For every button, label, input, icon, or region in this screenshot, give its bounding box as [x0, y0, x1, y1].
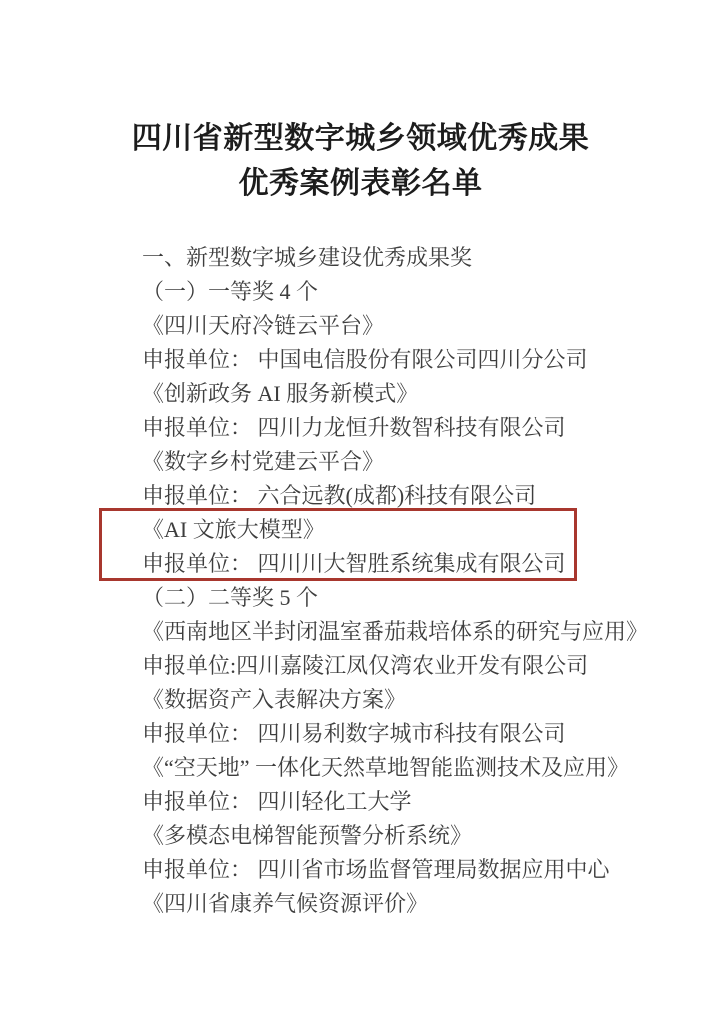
award-title-line-highlighted: 《AI 文旅大模型》 — [142, 517, 325, 542]
award-title-line: 《多模态电梯智能预警分析系统》 — [142, 823, 473, 848]
document-title-line1: 四川省新型数字城乡领域优秀成果 — [131, 122, 590, 155]
document-title-line2: 优秀案例表彰名单 — [238, 167, 483, 200]
applicant-unit-line: 申报单位： 四川省市场监督管理局数据应用中心 — [142, 857, 610, 882]
award-title-line: 《四川省康养气候资源评价》 — [142, 891, 429, 916]
applicant-unit-line: 申报单位:四川嘉陵江凤仅湾农业开发有限公司 — [142, 653, 589, 678]
award-title-line: 《数字乡村党建云平合》 — [142, 449, 385, 474]
applicant-unit-line: 申报单位： 四川力龙恒升数智科技有限公司 — [142, 415, 566, 440]
section-heading: 一、新型数字城乡建设优秀成果奖 — [142, 245, 473, 270]
subsection-heading-second-prize: （二）二等奖 5 个 — [142, 585, 319, 610]
award-title-line: 《创新政务 AI 服务新模式》 — [142, 381, 419, 406]
award-title-line: 《四川天府冷链云平台》 — [142, 313, 385, 338]
document-title — [0, 116, 721, 206]
applicant-unit-line: 申报单位： 六合远教(成都)科技有限公司 — [142, 483, 537, 508]
applicant-unit-line-highlighted: 申报单位： 四川川大智胜系统集成有限公司 — [142, 551, 566, 576]
award-title-line: 《西南地区半封闭温室番茄栽培体系的研究与应用》 — [142, 619, 649, 644]
award-title-line: 《“空天地” 一体化天然草地智能监测技术及应用》 — [142, 755, 630, 780]
applicant-unit-line: 申报单位： 四川轻化工大学 — [142, 789, 412, 814]
applicant-unit-line: 申报单位： 四川易利数字城市科技有限公司 — [142, 721, 566, 746]
document-body — [142, 241, 702, 921]
subsection-heading-first-prize: （一）一等奖 4 个 — [142, 279, 319, 304]
applicant-unit-line: 申报单位： 中国电信股份有限公司四川分公司 — [142, 347, 588, 372]
award-title-line: 《数据资产入表解决方案》 — [142, 687, 407, 712]
